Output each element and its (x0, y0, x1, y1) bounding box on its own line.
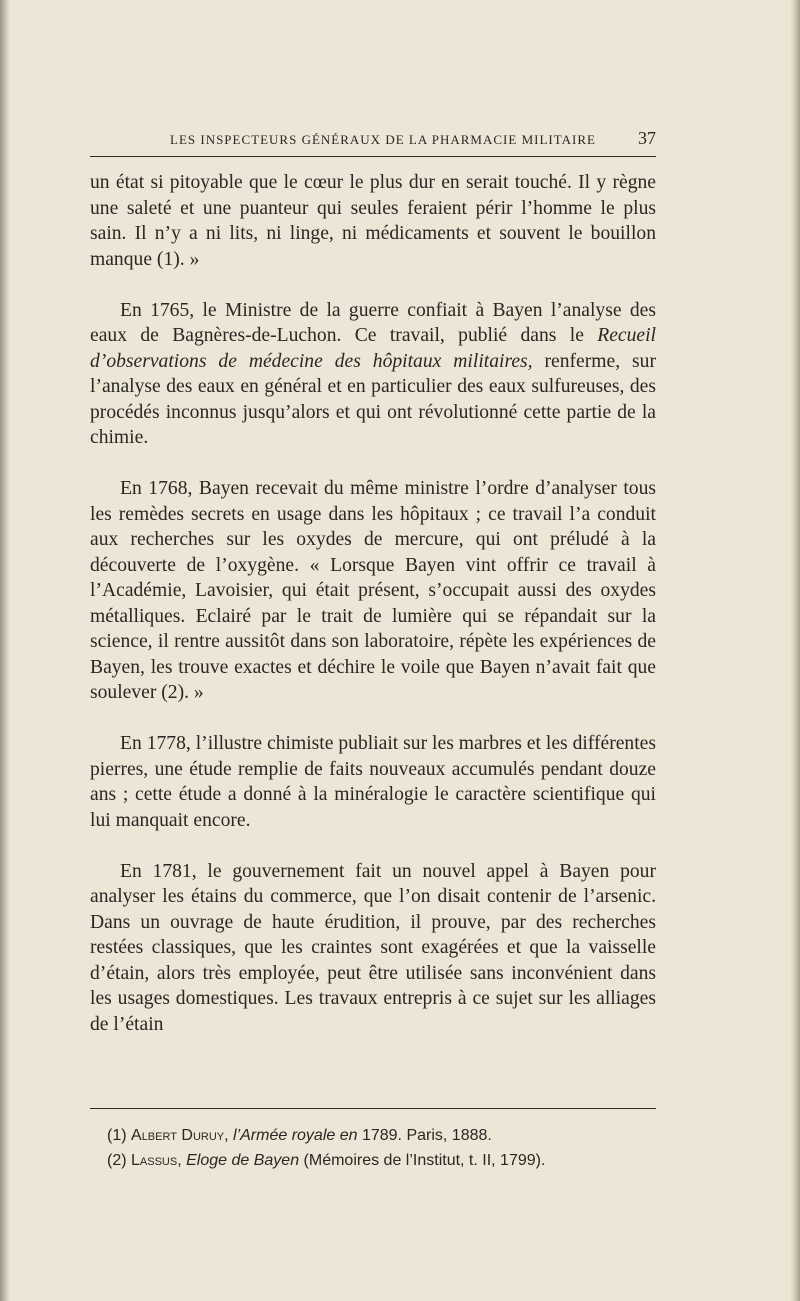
footnote-1-number: (1) (107, 1127, 127, 1144)
paragraph-1778: En 1778, l’illustre chimiste publiait sur les marbres et les différentes pierres, une étude remplie de faits nouveaux accumulés pendant douze ans ; cette étude a donné à la minéralogie le caractère scientifique qui lui manquait encore. (90, 733, 656, 831)
footnote-rule (90, 1108, 656, 1109)
footnotes (107, 1123, 667, 1173)
paragraph-1781: En 1781, le gouvernement fait un nouvel appel à Bayen pour analyser les étains du commerce, que l’on disait contenir de l’arsenic. Dans un ouvrage de haute érudition, il prouve, par des recherches restées classiques, que les craintes sont exagérées et que la vaisselle d’étain, alors très employée, peut être utilisée sans inconvénient dans les usages domestiques. Les travaux entrepris à ce sujet sur les alliages de l’étain (90, 860, 656, 1035)
footnote-1 (107, 1123, 667, 1148)
footnote-1-title: l’Armée royale en (233, 1127, 358, 1144)
paragraph-1765-text-start: En 1765, le Ministre de la guerre confiait à Bayen l’analyse des eaux de Bagnères-de-Luchon. Ce travail, publié dans le (90, 299, 656, 346)
recueil-title: Recueil d’observations de médecine des hôpitaux militaires, (90, 325, 656, 372)
header-rule (90, 156, 656, 157)
page-number: 37 (638, 128, 656, 148)
body-text (90, 170, 656, 1063)
page-right-edge (790, 0, 800, 1301)
paragraph-1768: En 1768, Bayen recevait du même ministre l’ordre d’analyser tous les remèdes secrets en usage dans les hôpitaux ; ce travail l’a conduit aux recherches sur les oxydes de mercure, qui ont préludé à la découverte de l’oxygène. « Lorsque Bayen vint offrir ce travail à l’Académie, Lavoisier, qui était présent, s’occupait aussi des oxydes métalliques. Eclairé par le trait de lumière qui se répandait sur la science, il rentre aussitôt dans son laboratoire, répète les expériences de Bayen, les trouve exactes et déchire le voile que Bayen n’avait fait que soulever (2). » (90, 478, 656, 703)
footnote-2-number: (2) (107, 1152, 127, 1169)
running-title: LES INSPECTEURS GÉNÉRAUX DE LA PHARMACIE MILITAIRE (170, 132, 596, 147)
footnote-2-title: Eloge de Bayen (186, 1152, 300, 1169)
footnote-2-details: (Mémoires de l’Institut, t. II, 1799). (299, 1152, 546, 1169)
running-header (90, 128, 656, 152)
paragraph-1765-text-end: renferme, sur l’analyse des eaux en général et en particulier des eaux sulfureuses, des procédés inconnus jusqu’alors et qui ont révolutionné cette partie de la chimie. (90, 350, 656, 448)
paragraph-1765 (90, 298, 656, 451)
footnote-1-author: Albert Duruy, (131, 1127, 229, 1144)
footnote-2-author: Lassus, (131, 1152, 182, 1169)
paragraph-continued: un état si pitoyable que le cœur le plus dur en serait touché. Il y règne une saleté et une puanteur qui seules feraient périr l’homme le plus sain. Il n’y a ni lits, ni linge, ni médicaments et souvent le bouillon manque (1). » (90, 172, 656, 270)
page-left-edge (0, 0, 10, 1301)
footnote-1-details: 1789. Paris, 1888. (357, 1127, 492, 1144)
footnote-2 (107, 1148, 667, 1173)
